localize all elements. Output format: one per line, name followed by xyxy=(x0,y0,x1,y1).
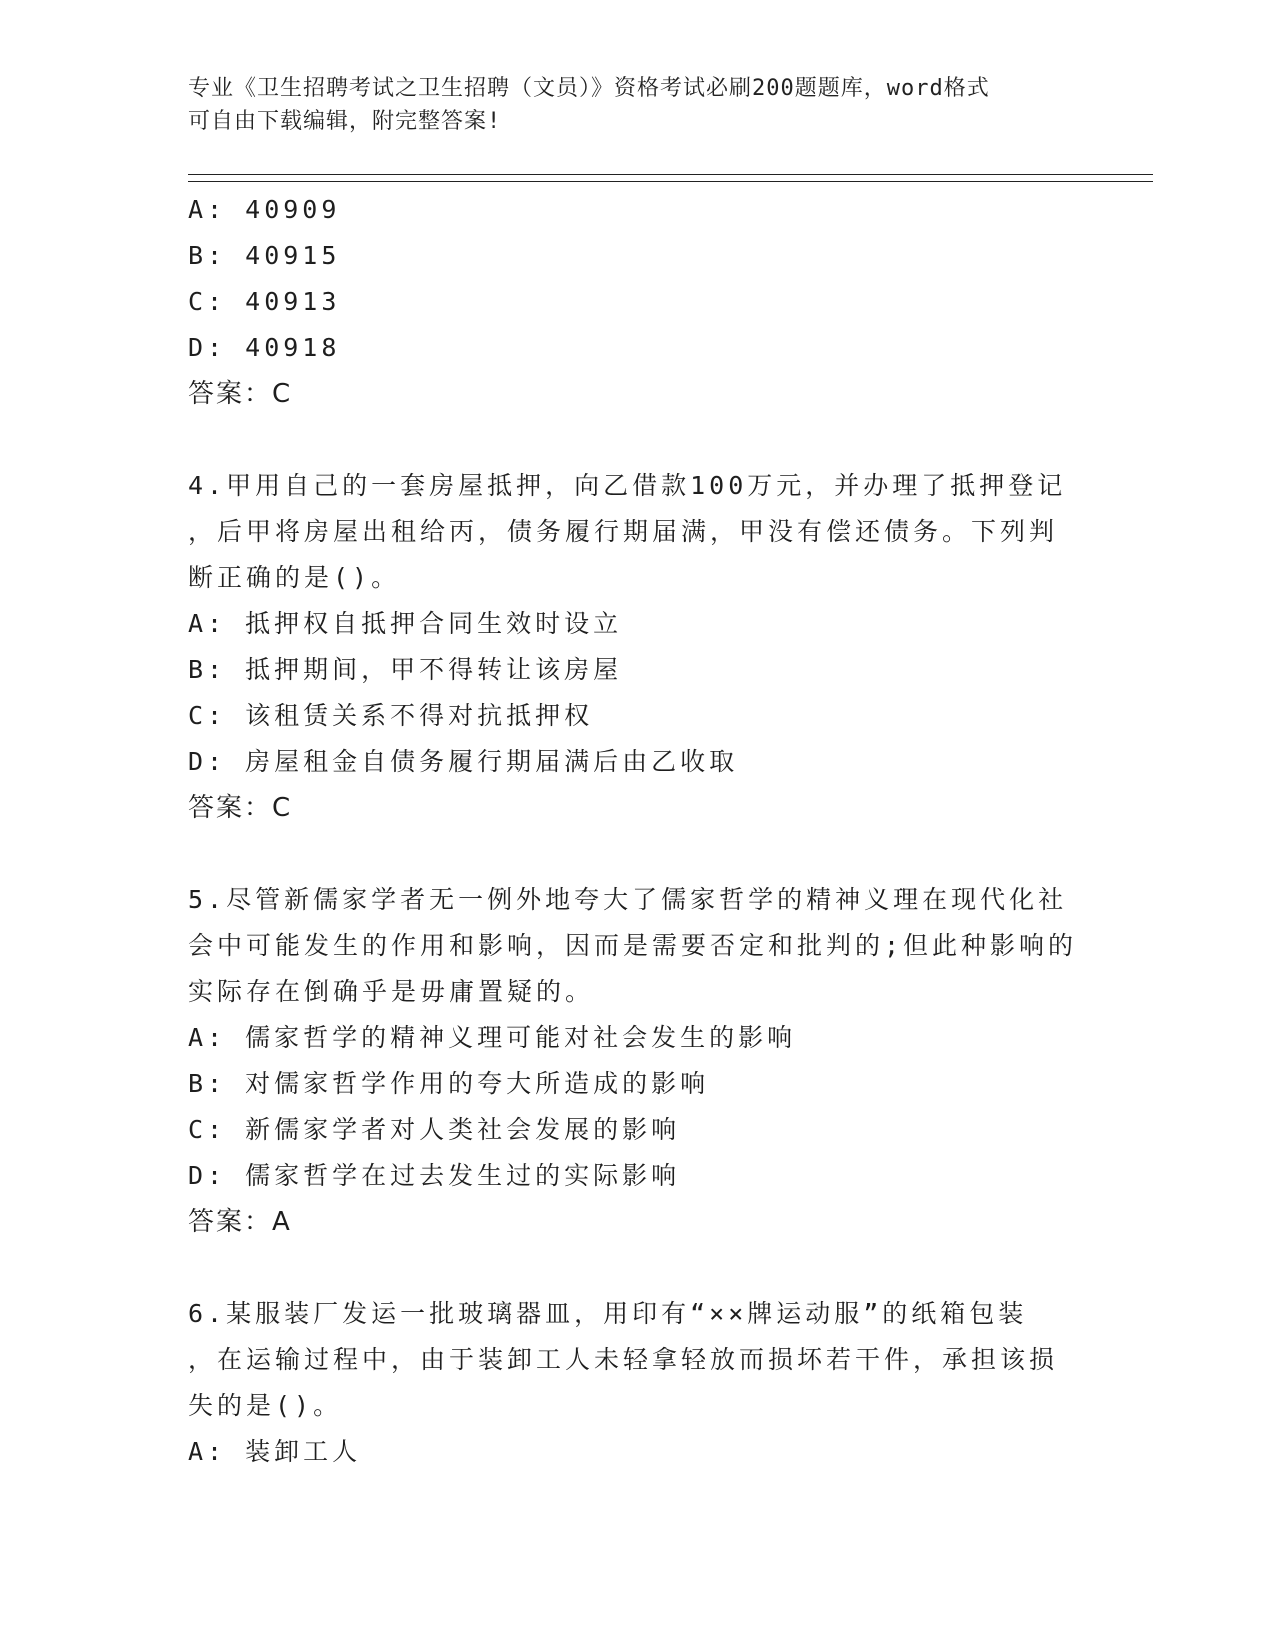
header-title-line-1: 专业《卫生招聘考试之卫生招聘（文员）》资格考试必刷200题题库，word格式 xyxy=(188,76,990,101)
option-d: D: 40918 xyxy=(188,333,341,362)
answer: 答案：A xyxy=(188,1207,292,1237)
question-stem xyxy=(188,877,1078,1015)
option-b: B: 抵押期间，甲不得转让该房屋 xyxy=(188,655,623,684)
option-c: C: 该租赁关系不得对抗抵押权 xyxy=(188,701,594,730)
answer: 答案：C xyxy=(188,793,293,823)
spacer xyxy=(188,831,1088,877)
option-c: C: 新儒家学者对人类社会发展的影响 xyxy=(188,1115,681,1144)
question-stem-line: ，在运输过程中，由于装卸工人未轻拿轻放而损坏若干件，承担该损 xyxy=(188,1345,1059,1374)
question-4 xyxy=(188,463,1088,831)
question-stem-line: ，后甲将房屋出租给丙，债务履行期届满，甲没有偿还债务。下列判 xyxy=(188,517,1059,546)
option-a: A: 儒家哲学的精神义理可能对社会发生的影响 xyxy=(188,1023,797,1052)
question-stem-line: 断正确的是()。 xyxy=(188,563,401,592)
answer: 答案：C xyxy=(188,379,293,409)
option-a: A: 装卸工人 xyxy=(188,1437,362,1466)
header-title-line-2: 可自由下载编辑，附完整答案! xyxy=(188,109,502,134)
question-list xyxy=(188,187,1088,1475)
question-stem-line: 失的是()。 xyxy=(188,1391,343,1420)
question-stem-line: 实际存在倒确乎是毋庸置疑的。 xyxy=(188,977,595,1006)
question-3 xyxy=(188,187,1088,417)
question-6 xyxy=(188,1291,1088,1475)
option-b: B: 40915 xyxy=(188,241,341,270)
spacer xyxy=(188,417,1088,463)
question-stem xyxy=(188,463,1068,601)
option-c: C: 40913 xyxy=(188,287,341,316)
question-stem-line: 4.甲用自己的一套房屋抵押，向乙借款100万元，并办理了抵押登记 xyxy=(188,471,1067,500)
option-a: A: 40909 xyxy=(188,195,341,224)
option-a: A: 抵押权自抵押合同生效时设立 xyxy=(188,609,623,638)
document-header xyxy=(188,72,1088,138)
question-stem-line: 会中可能发生的作用和影响，因而是需要否定和批判的;但此种影响的 xyxy=(188,931,1078,960)
option-d: D: 儒家哲学在过去发生过的实际影响 xyxy=(188,1161,681,1190)
question-stem-line: 5.尽管新儒家学者无一例外地夸大了儒家哲学的精神义理在现代化社 xyxy=(188,885,1068,914)
question-stem-line: 6.某服装厂发运一批玻璃器皿，用印有“××牌运动服”的纸箱包装 xyxy=(188,1299,1028,1328)
header-divider-top xyxy=(188,174,1153,175)
question-stem xyxy=(188,1291,1068,1429)
header-divider-bottom xyxy=(188,181,1153,182)
option-b: B: 对儒家哲学作用的夸大所造成的影响 xyxy=(188,1069,710,1098)
spacer xyxy=(188,1245,1088,1291)
option-d: D: 房屋租金自债务履行期届满后由乙收取 xyxy=(188,747,739,776)
question-5 xyxy=(188,877,1088,1245)
